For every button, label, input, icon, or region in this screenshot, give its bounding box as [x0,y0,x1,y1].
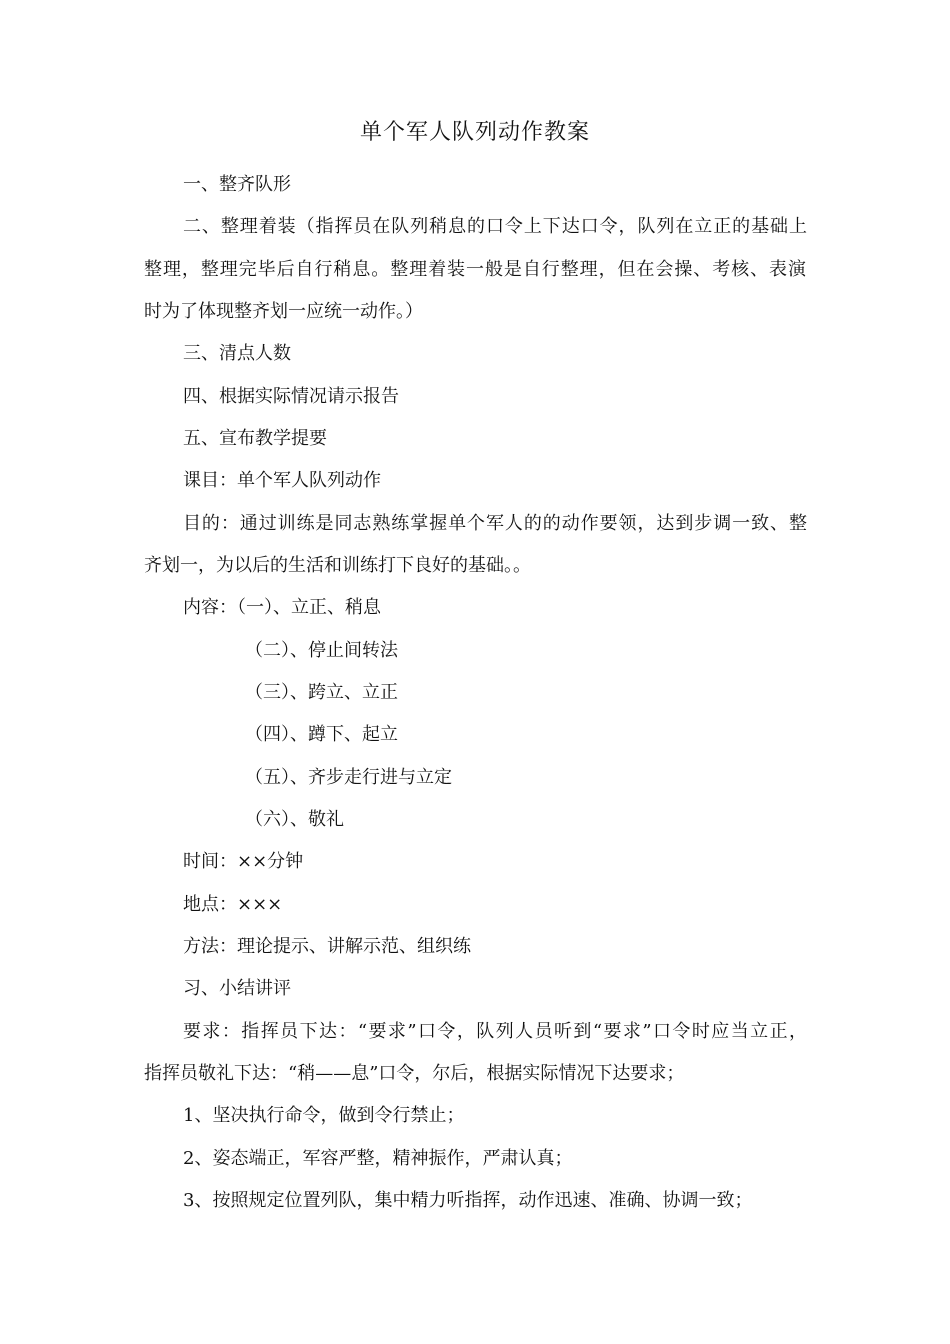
purpose-line: 目的：通过训练是同志熟练掌握单个军人的的动作要领，达到步调一致、整 [183,513,807,534]
content-item: （五）、齐步走行进与立定 [245,767,452,788]
location-line: 地点：××× [183,894,283,915]
course-line: 课目：单个军人队列动作 [183,470,381,491]
content-item: （四）、蹲下、起立 [245,724,398,745]
section-heading-3: 三、清点人数 [183,343,291,364]
paragraph-line: 二、整理着装（指挥员在队列稍息的口令上下达口令，队列在立正的基础上 [183,216,807,237]
requirements-line: 指挥员敬礼下达：“稍——息”口令，尔后，根据实际情况下达要求； [144,1063,685,1084]
requirement-item: 1、坚决执行命令，做到令行禁止； [183,1105,465,1126]
purpose-line: 齐划一，为以后的生活和训练打下良好的基础。。 [144,555,531,576]
content-line: 内容：（一）、立正、稍息 [183,597,381,618]
section-heading-6: 习、小结讲评 [183,978,291,999]
paragraph-line: 时为了体现整齐划一应统一动作。） [144,301,423,322]
section-heading-5: 五、宣布教学提要 [183,428,327,449]
content-item: （三）、跨立、立正 [245,682,398,703]
section-heading-1: 一、整齐队形 [183,174,291,195]
content-item: （二）、停止间转法 [245,640,398,661]
requirements-line: 要求：指挥员下达：“要求”口令，队列人员听到“要求”口令时应当立正， [183,1021,807,1042]
time-line: 时间：××分钟 [183,851,304,872]
section-heading-4: 四、根据实际情况请示报告 [183,386,399,407]
requirement-item: 2、姿态端正，军容严整，精神振作，严肃认真； [183,1148,573,1169]
content-item: （六）、敬礼 [245,809,344,830]
method-line: 方法：理论提示、讲解示范、组织练 [183,936,471,957]
requirement-item: 3、按照规定位置列队，集中精力听指挥，动作迅速、准确、协调一致； [183,1190,753,1211]
paragraph-line: 整理，整理完毕后自行稍息。整理着装一般是自行整理，但在会操、考核、表演 [144,259,806,280]
document-title: 单个军人队列动作教案 [359,120,590,145]
